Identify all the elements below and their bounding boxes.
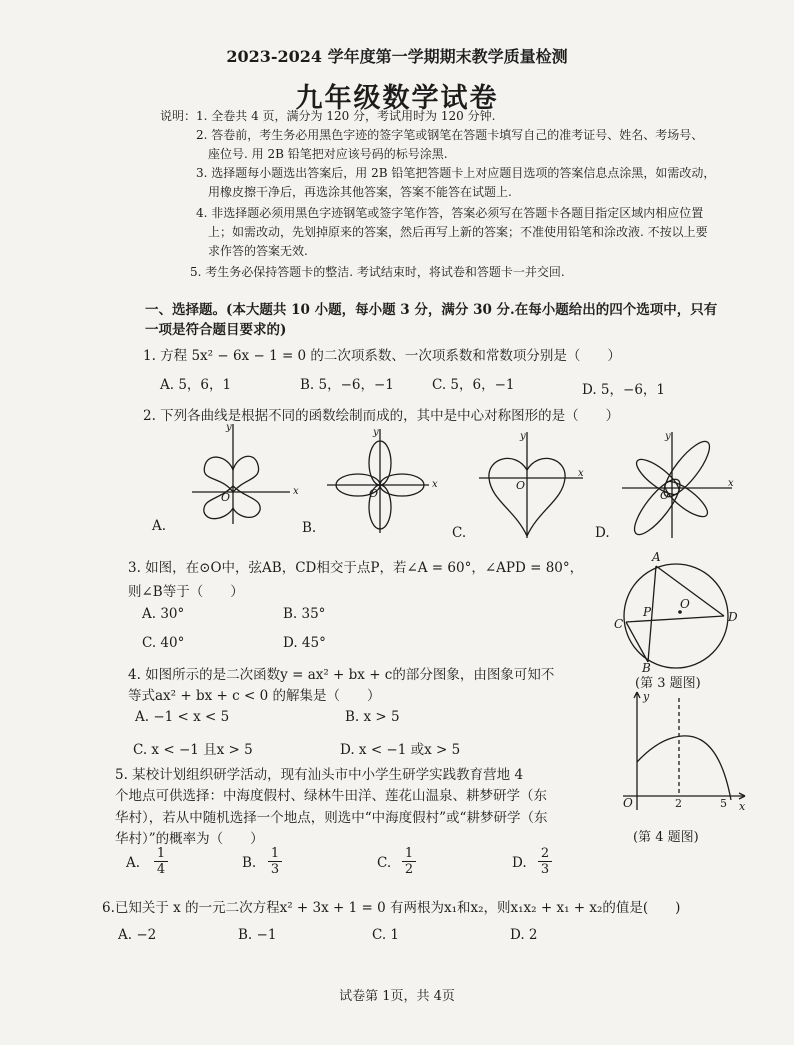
question-5-stem-cont: 个地点可供选择：中海度假村、绿林牛田洋、莲花山温泉、耕梦研学（东 bbox=[115, 788, 547, 804]
parabola-figure bbox=[615, 688, 755, 813]
circle-chords-figure bbox=[610, 550, 750, 675]
origin-label: O bbox=[369, 487, 379, 500]
axis-y-label: y bbox=[520, 431, 526, 442]
q4-option-b: B. x > 5 bbox=[345, 709, 400, 725]
instruction-line: 上；如需改动，先划掉原来的答案，然后再写上新的答案；不准使用铅笔和涂改液. 不按以上要 bbox=[208, 225, 708, 239]
point-d-label: D bbox=[728, 610, 738, 624]
numerator: 1 bbox=[404, 846, 414, 861]
instruction-line: 4. 非选择题必须用黑色字迹钢笔或签字笔作答，答案必须写在答题卡各题目指定区域内相应位置 bbox=[196, 206, 704, 220]
section-heading-cont: 一项是符合题目要求的) bbox=[145, 322, 287, 338]
denominator: 3 bbox=[268, 861, 282, 877]
q4-option-a: A. −1 < x < 5 bbox=[135, 709, 230, 725]
axis-x-label: x bbox=[293, 486, 299, 497]
question-1-stem: 1. 方程 5x² − 6x − 1 = 0 的二次项系数、一次项系数和常数项分别是（ ） bbox=[143, 348, 621, 364]
q6-option-d: D. 2 bbox=[510, 927, 538, 943]
question-4-stem: 4. 如图所示的是二次函数y = ax² + bx + c的部分图象，由图象可知不 bbox=[128, 667, 555, 683]
q3-option-b: B. 35° bbox=[283, 606, 326, 622]
q1-option-d: D. 5，−6，1 bbox=[582, 382, 666, 398]
q5-option-b-label: B. bbox=[242, 855, 257, 871]
figure-4-caption: (第 4 题图) bbox=[633, 830, 699, 845]
axis-x-label: x bbox=[739, 800, 746, 813]
page-footer: 试卷第 1页，共 4页 bbox=[339, 989, 455, 1004]
q1-option-b: B. 5，−6，−1 bbox=[300, 377, 394, 393]
point-p-label: P bbox=[643, 605, 652, 619]
numerator: 1 bbox=[270, 846, 280, 861]
q6-option-a: A. −2 bbox=[118, 927, 157, 943]
numerator: 2 bbox=[540, 846, 550, 861]
origin-label: O bbox=[516, 479, 526, 492]
q5-option-a-fraction bbox=[154, 846, 168, 877]
q2-option-c: C. bbox=[452, 525, 467, 541]
q5-option-d-label: D. bbox=[512, 855, 527, 871]
denominator: 4 bbox=[154, 861, 168, 877]
figure-3-caption: (第 3 题图) bbox=[635, 676, 701, 691]
q6-option-c: C. 1 bbox=[372, 927, 400, 943]
instruction-line: 3. 选择题每小题选出答案后，用 2B 铅笔把答题卡上对应题目选项的答案信息点涂黑，如需改动， bbox=[196, 166, 716, 180]
axis-y-label: y bbox=[643, 690, 650, 703]
q5-option-b-fraction bbox=[268, 846, 282, 877]
curve-figure-b bbox=[325, 425, 438, 535]
question-5-stem-cont: 华村），若从中随机选择一个地点，则选中“中海度假村”或“耕梦研学（东 bbox=[115, 810, 548, 826]
q3-option-a: A. 30° bbox=[142, 606, 185, 622]
axis-y-label: y bbox=[226, 422, 232, 433]
denominator: 2 bbox=[402, 861, 416, 877]
question-2-stem: 2. 下列各曲线是根据不同的函数绘制而成的，其中是中心对称图形的是（ ） bbox=[143, 408, 620, 424]
q5-option-c-label: C. bbox=[377, 855, 392, 871]
origin-label: O bbox=[221, 491, 231, 504]
point-o-label: O bbox=[680, 597, 690, 611]
q1-option-c: C. 5，6，−1 bbox=[432, 377, 515, 393]
origin-label: O bbox=[623, 796, 633, 810]
instruction-line: 座位号. 用 2B 铅笔把对应该号码的标号涂黑. bbox=[208, 147, 448, 161]
curve-figure-c bbox=[475, 430, 585, 540]
tick-2-label: 2 bbox=[675, 797, 682, 810]
q2-option-d: D. bbox=[595, 525, 610, 541]
q5-option-c-fraction bbox=[402, 846, 416, 877]
instruction-line: 用橡皮擦干净后，再选涂其他答案，答案不能答在试题上. bbox=[208, 185, 512, 199]
tick-5-label: 5 bbox=[720, 797, 727, 810]
q3-option-c: C. 40° bbox=[142, 635, 185, 651]
question-3-stem-cont: 则∠B等于（ ） bbox=[128, 584, 244, 600]
question-4-stem-cont: 等式ax² + bx + c < 0 的解集是（ ） bbox=[128, 688, 381, 704]
axis-y-label: y bbox=[665, 431, 671, 442]
q2-option-a: A. bbox=[152, 518, 167, 534]
q1-option-a: A. 5，6，1 bbox=[160, 377, 232, 393]
axis-x-label: x bbox=[432, 479, 438, 490]
curve-figure-a bbox=[190, 420, 300, 530]
axis-y-label: y bbox=[373, 427, 379, 438]
q3-option-d: D. 45° bbox=[283, 635, 326, 651]
denominator: 3 bbox=[538, 861, 552, 877]
exam-paper-title: 九年级数学试卷 bbox=[295, 83, 499, 114]
question-5-stem: 5. 某校计划组织研学活动，现有汕头市中小学生研学实践教育营地 4 bbox=[115, 767, 524, 783]
section-heading: 一、选择题。(本大题共 10 小题，每小题 3 分，满分 30 分.在每小题给出的四个选项中，只有 bbox=[145, 302, 718, 318]
origin-label: O bbox=[660, 489, 670, 502]
point-b-label: B bbox=[642, 661, 651, 675]
point-c-label: C bbox=[614, 617, 624, 631]
instruction-line: 求作答的答案无效. bbox=[208, 244, 308, 258]
instruction-line: 2. 答卷前，考生务必用黑色字迹的签字笔或钢笔在答题卡填写自己的准考证号、姓名、考场号、 bbox=[196, 128, 704, 142]
q4-option-d: D. x < −1 或x > 5 bbox=[340, 742, 461, 758]
instruction-line: 说明：1. 全卷共 4 页，满分为 120 分，考试用时为 120 分钟. bbox=[160, 109, 496, 123]
q5-option-d-fraction bbox=[538, 846, 552, 877]
q4-option-c: C. x < −1 且x > 5 bbox=[133, 742, 253, 758]
q6-option-b: B. −1 bbox=[238, 927, 277, 943]
axis-x-label: x bbox=[728, 478, 734, 489]
axis-x-label: x bbox=[578, 468, 584, 479]
q5-option-a-label: A. bbox=[126, 855, 141, 871]
point-a-label: A bbox=[652, 550, 661, 564]
question-3-stem: 3. 如图，在⊙O中，弦AB，CD相交于点P，若∠A = 60°，∠APD = 80°， bbox=[128, 560, 584, 576]
question-5-stem-cont: 华村）”的概率为（ ） bbox=[115, 831, 264, 847]
exam-period-title: 2023-2024 学年度第一学期期末教学质量检测 bbox=[226, 47, 568, 66]
q2-option-b: B. bbox=[302, 520, 317, 536]
numerator: 1 bbox=[156, 846, 166, 861]
instruction-line: 5. 考生务必保持答题卡的整洁. 考试结束时，将试卷和答题卡一并交回. bbox=[190, 265, 565, 279]
curve-figure-d bbox=[620, 430, 740, 540]
question-6-stem: 6.已知关于 x 的一元二次方程x² + 3x + 1 = 0 有两根为x₁和x₂，则x₁x₂ + x₁ + x₂的值是( ) bbox=[102, 900, 681, 916]
